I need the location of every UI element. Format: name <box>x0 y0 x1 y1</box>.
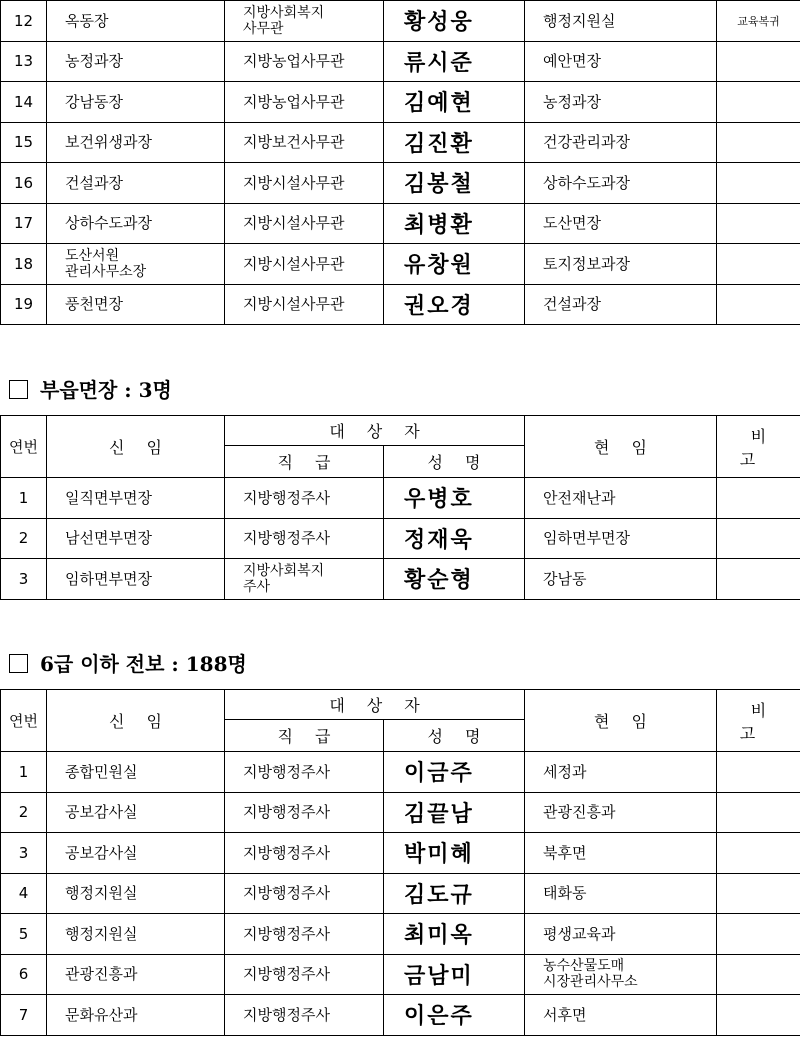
cell-note <box>717 914 800 955</box>
cell-current-position <box>525 41 717 82</box>
cell-text-line: 지방행정주사 <box>243 843 330 862</box>
person-name: 이금주 <box>404 760 474 787</box>
table-body <box>1 1 800 325</box>
person-name: 김봉철 <box>404 171 474 198</box>
cell-name <box>384 1 525 42</box>
cell-text-line: 안전재난과 <box>543 488 616 507</box>
cell-new-position <box>47 752 225 793</box>
header-no: 연번 <box>1 690 47 752</box>
cell-text-line: 북후면 <box>543 843 587 862</box>
person-name: 최병환 <box>404 211 474 238</box>
transfers-table <box>0 689 800 1036</box>
cell-text-line: 지방행정주사 <box>243 803 330 822</box>
cell-text-line: 지방시설사무관 <box>243 254 345 273</box>
header-new: 신임 <box>47 416 225 478</box>
cell-current-position <box>525 1 717 42</box>
cell-name <box>384 914 525 955</box>
cell-text-line: 농정과장 <box>543 92 601 111</box>
cell-new-position <box>47 82 225 123</box>
cell-new-position <box>47 833 225 874</box>
cell-text-line: 지방사회복지 <box>243 562 325 579</box>
cell-text-line: 일직면부면장 <box>65 488 152 507</box>
cell-text-line: 지방행정주사 <box>243 762 330 781</box>
cell-new-position <box>47 122 225 163</box>
cell-text-line: 농수산물도매 <box>543 958 625 975</box>
cell-text-line: 행정지원실 <box>543 11 616 30</box>
cell-no: 2 <box>1 792 47 833</box>
cell-no: 15 <box>1 122 47 163</box>
table-row <box>1 995 800 1036</box>
cell-new-position <box>47 163 225 204</box>
cell-grade <box>225 954 384 995</box>
cell-text-line: 관광진흥과 <box>543 803 616 822</box>
person-name: 유창원 <box>404 252 474 279</box>
personnel-table-continued <box>0 0 800 325</box>
cell-text-line: 상하수도과장 <box>543 173 630 192</box>
cell-text-line: 지방행정주사 <box>243 884 330 903</box>
cell-grade <box>225 792 384 833</box>
cell-new-position <box>47 954 225 995</box>
header-target: 대상자 <box>225 416 525 446</box>
cell-name <box>384 122 525 163</box>
cell-text-line: 관리사무소장 <box>65 263 147 280</box>
cell-text-line: 풍천면장 <box>65 295 123 314</box>
cell-no: 3 <box>1 559 47 600</box>
cell-text-line: 지방행정주사 <box>243 488 330 507</box>
cell-text-line: 종합민원실 <box>65 762 138 781</box>
cell-name <box>384 752 525 793</box>
section-title-deputy-heads <box>9 374 172 403</box>
cell-no: 2 <box>1 518 47 559</box>
cell-text-line: 행정지원실 <box>65 924 138 943</box>
section-title-text: 6급 이하 전보 : 188명 <box>40 652 247 676</box>
cell-current-position <box>525 244 717 285</box>
person-name: 김끝남 <box>404 800 474 827</box>
cell-no: 5 <box>1 914 47 955</box>
cell-grade <box>225 559 384 600</box>
cell-text-line: 지방농업사무관 <box>243 52 345 71</box>
table-header <box>1 690 800 752</box>
cell-name <box>384 478 525 519</box>
cell-no: 6 <box>1 954 47 995</box>
cell-grade <box>225 41 384 82</box>
cell-note <box>717 995 800 1036</box>
section-title-transfers <box>9 648 247 677</box>
person-name: 황성웅 <box>404 9 474 36</box>
cell-grade <box>225 478 384 519</box>
cell-new-position <box>47 995 225 1036</box>
cell-note <box>717 244 800 285</box>
table-row <box>1 954 800 995</box>
cell-name <box>384 244 525 285</box>
cell-current-position <box>525 954 717 995</box>
cell-text-line: 지방사회복지 <box>243 4 325 21</box>
person-name: 박미혜 <box>404 841 474 868</box>
cell-text-line: 공보감사실 <box>65 843 138 862</box>
table-row <box>1 833 800 874</box>
cell-text-line: 강남동 <box>543 569 587 588</box>
cell-text-line: 지방시설사무관 <box>243 295 345 314</box>
cell-no: 13 <box>1 41 47 82</box>
cell-text-line: 주사 <box>243 578 271 595</box>
header-current: 현임 <box>525 416 717 478</box>
checkbox-square-icon <box>9 380 28 399</box>
cell-new-position <box>47 284 225 325</box>
cell-no: 3 <box>1 833 47 874</box>
cell-current-position <box>525 478 717 519</box>
checkbox-square-icon <box>9 654 28 673</box>
person-name: 우병호 <box>404 486 474 513</box>
table-row <box>1 518 800 559</box>
cell-grade <box>225 995 384 1036</box>
cell-no: 7 <box>1 995 47 1036</box>
cell-no: 18 <box>1 244 47 285</box>
cell-text-line: 임하면부면장 <box>65 569 152 588</box>
cell-grade <box>225 752 384 793</box>
table-row <box>1 163 800 204</box>
cell-text-line: 지방보건사무관 <box>243 133 345 152</box>
cell-text-line: 예안면장 <box>543 52 601 71</box>
cell-note <box>717 833 800 874</box>
cell-name <box>384 41 525 82</box>
cell-note <box>717 559 800 600</box>
cell-no: 1 <box>1 478 47 519</box>
cell-note <box>717 203 800 244</box>
cell-name <box>384 792 525 833</box>
cell-text-line: 지방행정주사 <box>243 924 330 943</box>
cell-name <box>384 518 525 559</box>
cell-new-position <box>47 559 225 600</box>
table-row <box>1 478 800 519</box>
cell-new-position <box>47 518 225 559</box>
cell-grade <box>225 284 384 325</box>
cell-text-line: 지방농업사무관 <box>243 92 345 111</box>
cell-no: 17 <box>1 203 47 244</box>
cell-current-position <box>525 82 717 123</box>
table-row <box>1 792 800 833</box>
cell-current-position <box>525 914 717 955</box>
cell-text-line: 평생교육과 <box>543 924 616 943</box>
cell-note <box>717 518 800 559</box>
cell-current-position <box>525 752 717 793</box>
cell-name <box>384 873 525 914</box>
cell-text-line: 행정지원실 <box>65 884 138 903</box>
person-name: 류시준 <box>404 49 474 76</box>
person-name: 이은주 <box>404 1003 474 1030</box>
cell-note <box>717 792 800 833</box>
cell-current-position <box>525 122 717 163</box>
cell-name <box>384 559 525 600</box>
cell-note <box>717 954 800 995</box>
person-name: 금남미 <box>404 962 474 989</box>
cell-text-line: 시장관리사무소 <box>543 974 638 991</box>
cell-no: 4 <box>1 873 47 914</box>
section-title-text: 부읍면장 : 3명 <box>40 378 172 402</box>
cell-name <box>384 163 525 204</box>
table-row <box>1 244 800 285</box>
cell-current-position <box>525 873 717 914</box>
header-grade: 직급 <box>225 446 384 478</box>
cell-text-line: 농정과장 <box>65 52 123 71</box>
cell-text-line: 상하수도과장 <box>65 214 152 233</box>
cell-no: 1 <box>1 752 47 793</box>
person-name: 최미옥 <box>404 922 474 949</box>
cell-name <box>384 833 525 874</box>
table-row <box>1 559 800 600</box>
cell-new-position <box>47 873 225 914</box>
cell-current-position <box>525 995 717 1036</box>
cell-no: 19 <box>1 284 47 325</box>
table-row <box>1 41 800 82</box>
cell-text-line: 도산면장 <box>543 214 601 233</box>
cell-name <box>384 203 525 244</box>
cell-text-line: 서후면 <box>543 1005 587 1024</box>
header-name: 성명 <box>384 720 525 752</box>
cell-new-position <box>47 792 225 833</box>
cell-text-line: 지방행정주사 <box>243 529 330 548</box>
cell-current-position <box>525 163 717 204</box>
cell-new-position <box>47 478 225 519</box>
cell-note <box>717 41 800 82</box>
cell-text-line: 건설과장 <box>543 295 601 314</box>
cell-note <box>717 122 800 163</box>
table-row <box>1 203 800 244</box>
cell-current-position <box>525 792 717 833</box>
cell-grade <box>225 244 384 285</box>
cell-text-line: 건설과장 <box>65 173 123 192</box>
cell-new-position <box>47 244 225 285</box>
table-body <box>1 478 800 600</box>
cell-current-position <box>525 284 717 325</box>
cell-no: 12 <box>1 1 47 42</box>
cell-note <box>717 478 800 519</box>
cell-grade <box>225 1 384 42</box>
cell-note <box>717 284 800 325</box>
cell-note: 교육복귀 <box>717 1 800 42</box>
header-name: 성명 <box>384 446 525 478</box>
table-row <box>1 82 800 123</box>
cell-text-line: 옥동장 <box>65 11 109 30</box>
cell-name <box>384 954 525 995</box>
cell-name <box>384 82 525 123</box>
cell-no: 16 <box>1 163 47 204</box>
person-name: 김진환 <box>404 130 474 157</box>
cell-text-line: 세정과 <box>543 762 587 781</box>
cell-name <box>384 995 525 1036</box>
table-row <box>1 122 800 163</box>
table-row <box>1 914 800 955</box>
cell-grade <box>225 122 384 163</box>
cell-note <box>717 163 800 204</box>
cell-grade <box>225 518 384 559</box>
table-row <box>1 873 800 914</box>
cell-current-position <box>525 559 717 600</box>
cell-text-line: 태화동 <box>543 884 587 903</box>
cell-grade <box>225 833 384 874</box>
header-grade: 직급 <box>225 720 384 752</box>
cell-text-line: 관광진흥과 <box>65 965 138 984</box>
cell-note <box>717 752 800 793</box>
cell-new-position <box>47 203 225 244</box>
cell-grade <box>225 163 384 204</box>
header-current: 현임 <box>525 690 717 752</box>
cell-grade <box>225 82 384 123</box>
header-note: 비고 <box>717 416 800 478</box>
person-name: 김예현 <box>404 90 474 117</box>
deputy-heads-table <box>0 415 800 600</box>
cell-text-line: 보건위생과장 <box>65 133 152 152</box>
cell-grade <box>225 873 384 914</box>
cell-grade <box>225 203 384 244</box>
cell-text-line: 공보감사실 <box>65 803 138 822</box>
cell-no: 14 <box>1 82 47 123</box>
person-name: 김도규 <box>404 881 474 908</box>
cell-current-position <box>525 203 717 244</box>
cell-note <box>717 82 800 123</box>
cell-text-line: 문화유산과 <box>65 1005 138 1024</box>
table-body <box>1 752 800 1036</box>
person-name: 황순형 <box>404 567 474 594</box>
cell-text-line: 지방시설사무관 <box>243 214 345 233</box>
person-name: 권오경 <box>404 292 474 319</box>
table-row <box>1 284 800 325</box>
cell-current-position <box>525 833 717 874</box>
cell-text-line: 토지정보과장 <box>543 254 630 273</box>
table-header <box>1 416 800 478</box>
cell-new-position <box>47 914 225 955</box>
cell-text-line: 지방행정주사 <box>243 1005 330 1024</box>
cell-name <box>384 284 525 325</box>
cell-note <box>717 873 800 914</box>
cell-text-line: 임하면부면장 <box>543 529 630 548</box>
header-note: 비고 <box>717 690 800 752</box>
cell-current-position <box>525 518 717 559</box>
cell-new-position <box>47 1 225 42</box>
header-target: 대상자 <box>225 690 525 720</box>
header-new: 신임 <box>47 690 225 752</box>
header-no: 연번 <box>1 416 47 478</box>
cell-text-line: 남선면부면장 <box>65 529 152 548</box>
person-name: 정재욱 <box>404 526 474 553</box>
cell-text-line: 도산서원 <box>65 247 120 264</box>
cell-text-line: 강남동장 <box>65 92 123 111</box>
cell-new-position <box>47 41 225 82</box>
table-row <box>1 1 800 42</box>
cell-text-line: 건강관리과장 <box>543 133 630 152</box>
cell-grade <box>225 914 384 955</box>
cell-text-line: 사무관 <box>243 20 284 37</box>
table-row <box>1 752 800 793</box>
cell-text-line: 지방시설사무관 <box>243 173 345 192</box>
cell-text-line: 지방행정주사 <box>243 965 330 984</box>
